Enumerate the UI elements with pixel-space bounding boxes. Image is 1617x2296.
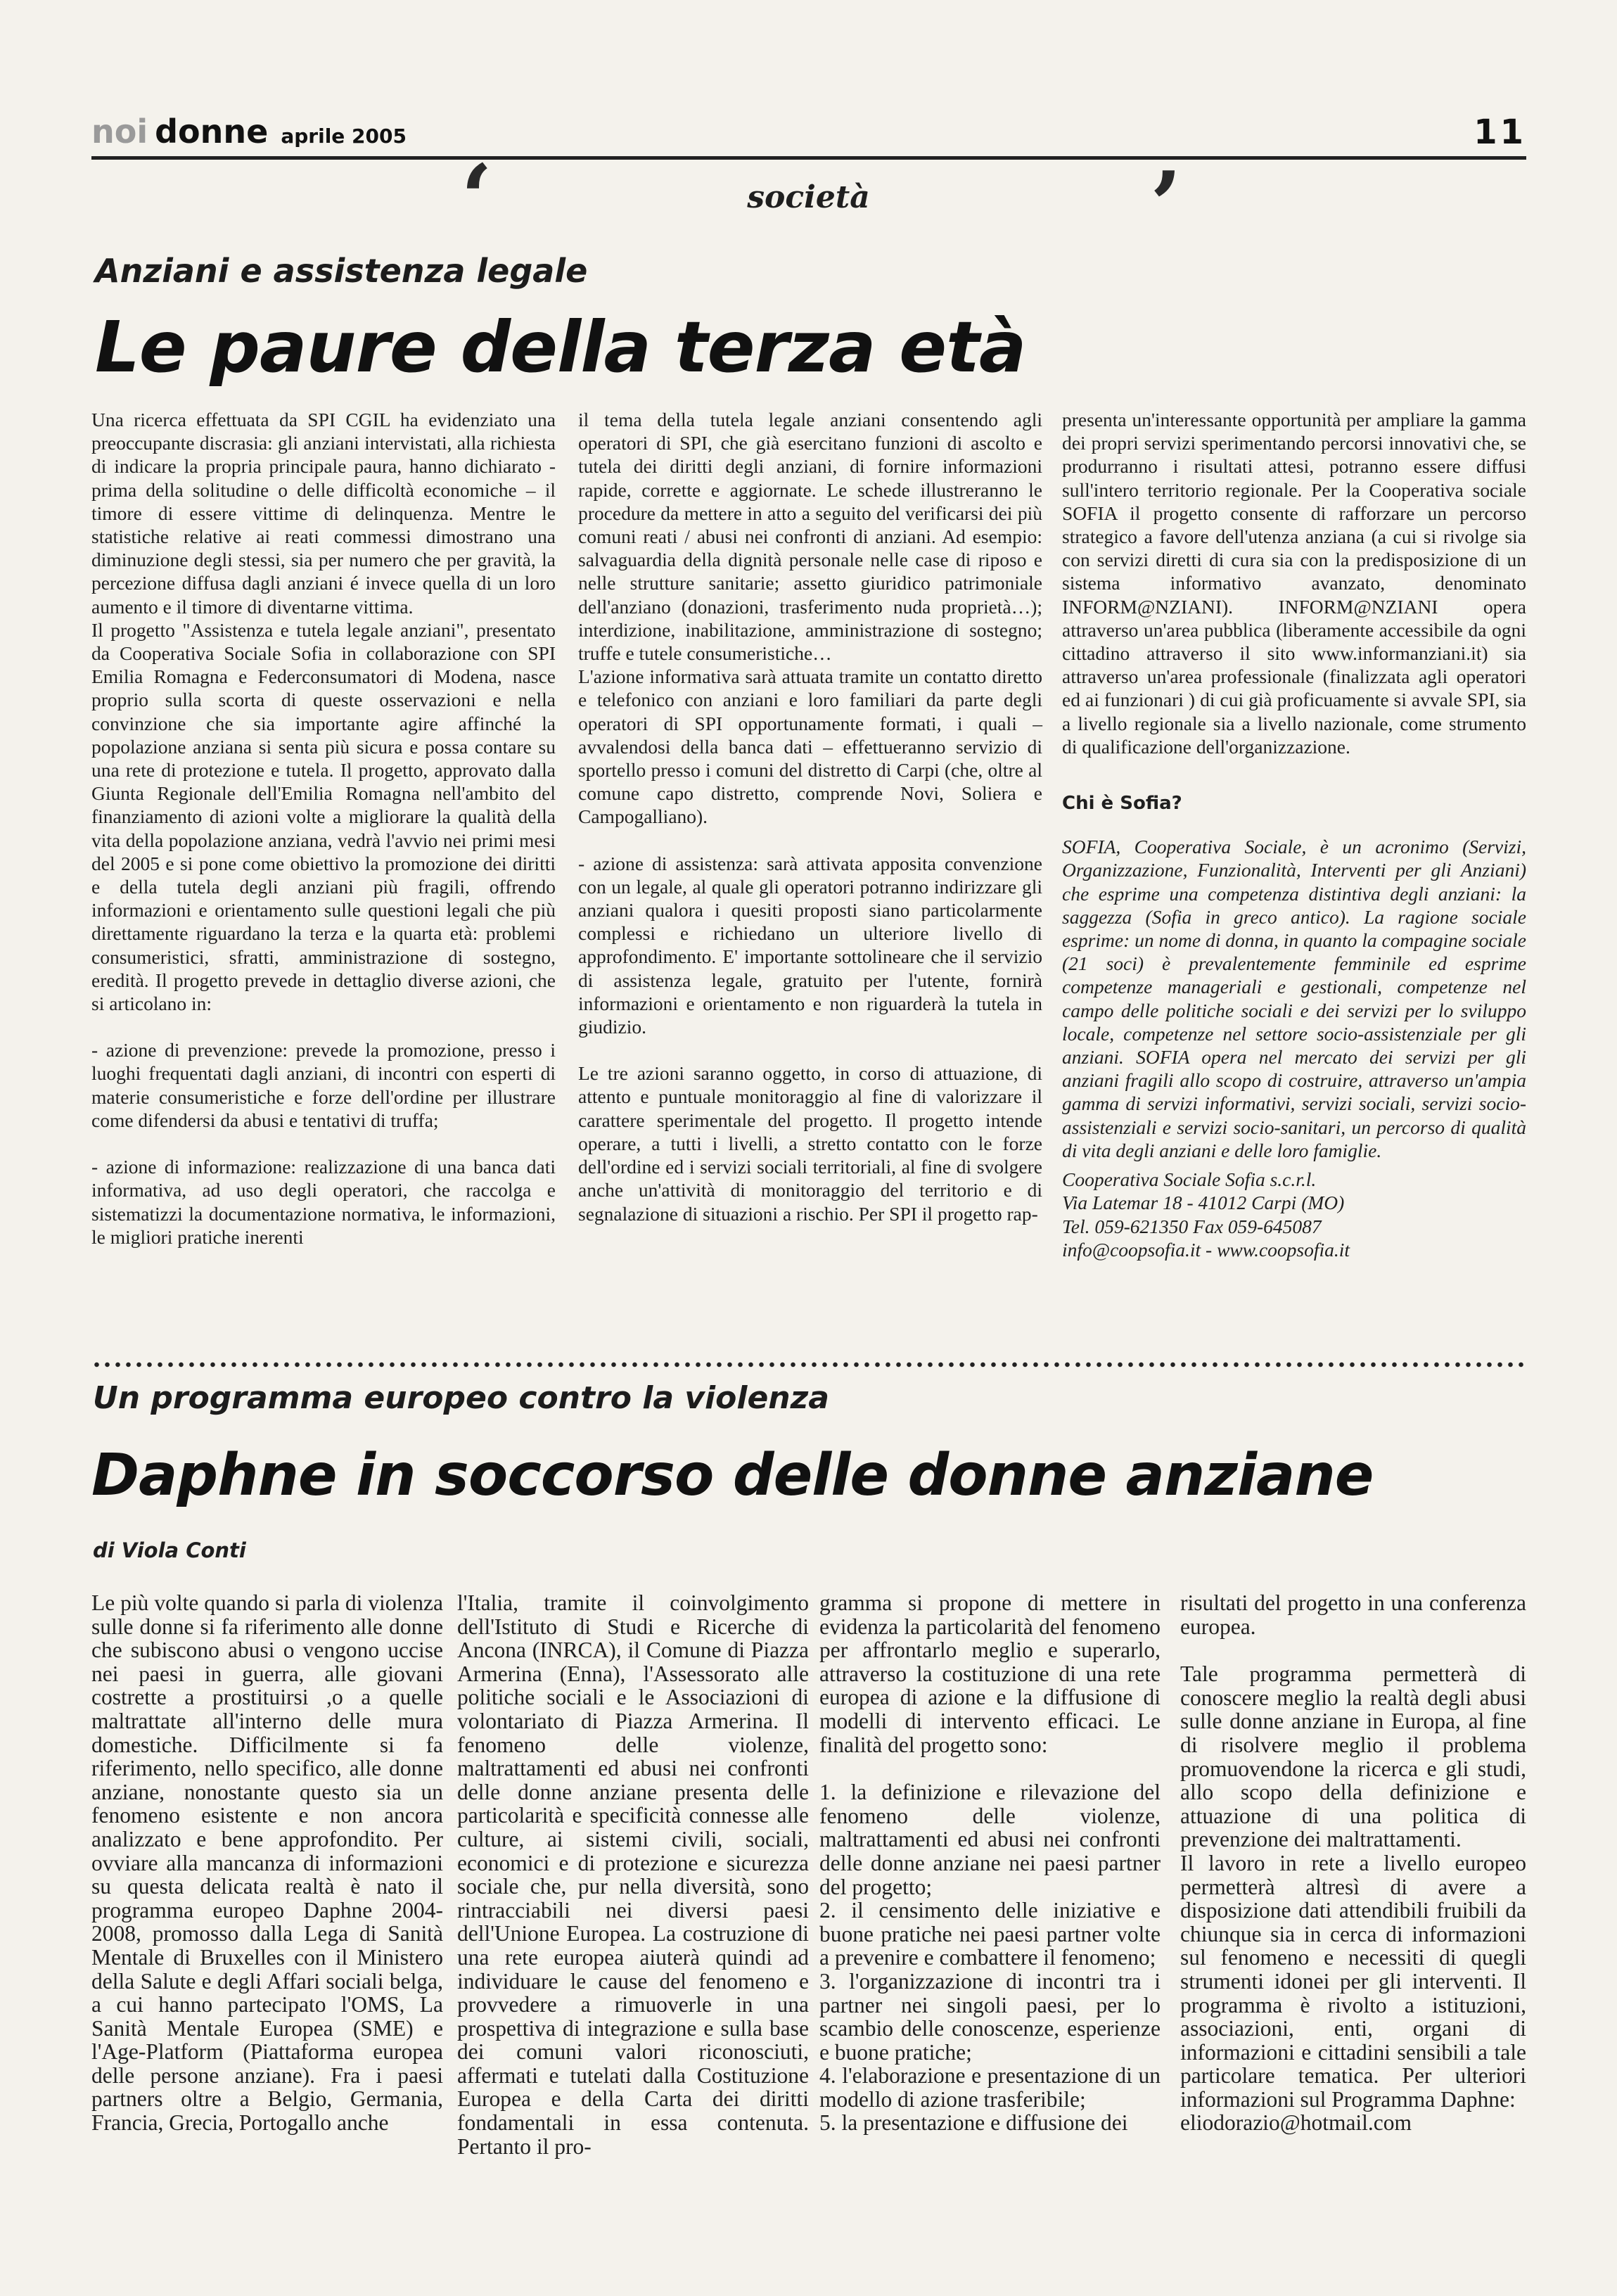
section-close-quote: ’ <box>1150 151 1182 259</box>
article2-paragraph: Le più volte quando si parla di violenza sulle donne si fa riferimento alle donne che subiscono abusi o vengono uccise nei paesi in guerra, alle giovani costrette a prostituirsi ,o a quelle maltrattate all'interno delle mura domestiche. Difficilmente si fa riferimento, nello specifico, alle donne anziane, nonostante questo sia un fenomeno esistente e non ancora analizzato e bene approfondito. Per ovviare alla mancanza di informazioni su questa delicata realtà è nato il programma europeo Daphne 2004-2008, promosso dalla Lega di Sanità Mentale di Bruxelles con il Ministero della Salute e degli Affari sociali belga, a cui hanno partecipato l'OMS, La Sanità Mentale Europea (SME) e l'Age-Platform (Piattaforma europea delle persone anziane). Fra i paesi partners oltre a Belgio, Germania, Francia, Grecia, Portogallo anche <box>91 1590 443 2136</box>
article2-list-item: 4. l'elaborazione e presentazione di un modello di azione trasferibile; <box>819 2063 1161 2112</box>
article2-paragraph: gramma si propone di mettere in evidenza la particolarità del fenomeno per affrontarlo meglio e superarlo, attraverso la costituzione di una rete europea di azione e la diffusione di modelli di intervento efficaci. Le finalità del progetto sono: <box>819 1590 1161 1757</box>
article2-paragraph: risultati del progetto in una conferenza europea. <box>1180 1590 1526 1639</box>
article1-column-2 <box>578 408 1042 1249</box>
article2-column-4 <box>1180 1591 1526 2135</box>
article2-column-3 <box>819 1591 1161 2135</box>
article1-paragraph: - azione di assistenza: sarà attivata apposita convenzione con un legale, al quale gli operatori potranno indirizzare gli anziani qualora i quesiti proposti siano particolarmente complessi e richiedano un ulteriore livello di approfondimento. E' importante sottolineare che il servizio di assistenza legale, gratuito per l'utente, fornirà informazioni e orientamento e non riguarderà la tutela in giudizio. <box>578 852 1042 1038</box>
masthead-donne: donne <box>155 113 269 151</box>
article1-paragraph: Le tre azioni saranno oggetto, in corso di attuazione, di attento e puntuale monitoraggio al fine di valorizzare il carattere sperimentale del progetto. Il progetto intende operare, a tutti i livelli, a stretto contatto con le forze dell'ordine ed i servizi sociali territoriali, al fine di svolgere anche un'attività di monitoraggio del territorio e di segnalazione di situazioni a rischio. Per SPI il progetto rap- <box>578 1062 1042 1225</box>
article2-byline: di Viola Conti <box>93 1538 246 1562</box>
article1-title: Le paure della terza età <box>95 306 1026 388</box>
article2-list-item: 5. la presentazione e diffusione dei <box>819 2110 1128 2136</box>
article1-paragraph: presenta un'interessante opportunità per ampliare la gamma dei propri servizi sperimentando percorsi innovativi che, se produrranno i risultati attesi, potranno essere diffusi sull'intero territorio regionale. Per la Cooperativa sociale SOFIA il progetto consente di rafforzare un percorso strategico a favore dell'utenza anziana (a cui si rivolge sia con servizi diretti di cura sia con la predisposizione di un sistema informativo avanzato, denominato INFORM@NZIANI). INFORM@NZIANI opera attraverso un'area pubblica (liberamente accessibile da ogni cittadino attraverso il sito www.informanziani.it) sia attraverso un'area professionale (finalizzata agli operatori ed ai funzionari ) di cui già proficuamente si avvale SPI, sia a livello regionale sia a livello nazionale, come strumento di qualificazione dell'organizzazione. <box>1062 409 1526 758</box>
section-open-quote: ‘ <box>461 144 493 252</box>
masthead-rule <box>91 156 1526 160</box>
article2-list-item: 3. l'organizzazione di incontri tra i partner nei singoli paesi, per lo scambio delle conoscenze, esperienze e buone pratiche; <box>819 1968 1161 2065</box>
article2-paragraph: l'Italia, tramite il coinvolgimento dell'Istituto di Studi e Ricerche di Ancona (INRCA), il Comune di Piazza Armerina (Enna), l'Assessorato alle politiche sociali e le Associazioni di volontariato di Piazza Armerina. Il fenomeno delle violenze, maltrattamenti ed abusi nei confronti delle donne anziane presenta delle particolarità e specificità connesse alle culture, ai sistemi civili, sociali, economici e di protezione e sicurezza sociale che, pur nella diversità, sono rintracciabili nei diversi paesi dell'Unione Europea. La costruzione di una rete europea aiuterà quindi ad individuare le cause del fenomeno e provvedere a rimuoverle in una prospettiva di integrazione e sulla base dei comuni valori riconosciuti, affermati e tutelati dalla Costituzione Europea e della Carta dei diritti fondamentali in essa contenuta. Pertanto il pro- <box>457 1590 809 2159</box>
sidebar-contact: Via Latemar 18 - 41012 Carpi (MO) <box>1062 1192 1345 1214</box>
article1-column-1 <box>91 408 556 1272</box>
contact-email-link[interactable]: eliodorazio@hotmail.com <box>1180 2110 1412 2136</box>
article1-paragraph: - azione di informazione: realizzazione di una banca dati informativa, ad uso degli operatori, che raccolga e sistematizzi la documentazione normativa, le informazioni, le migliori pratiche inerenti <box>91 1156 556 1248</box>
article1-paragraph: il tema della tutela legale anziani consentendo agli operatori di SPI, che già esercitano funzioni di ascolto e tutela dei diritti degli anziani, di fornire informazioni rapide, corrette e aggiornate. Le schede illustreranno le procedure da mettere in atto a seguito del verificarsi dei più comuni reati / abusi nei confronti di anziani. Ad esempio: salvaguardia della dignità personale nelle case di riposo e nelle strutture sanitarie; assetto giuridico patrimoniale dell'anziano (donazioni, trasferimento nuda proprietà…); interdizione, inabilitazione, amministrazione di sostegno; truffe e tutele consumeristiche… <box>578 409 1042 665</box>
article2-column-1 <box>91 1591 443 2135</box>
article1-paragraph: L'azione informativa sarà attuata tramite un contatto diretto e telefonico con anziani e loro familiari da parte degli operatori di SPI opportunamente formati, i quali – avvalendosi della banca dati – effettueranno servizio di sportello presso i comuni del distretto di Carpi (che, oltre al comune capo distretto, comprende Novi, Soliera e Campogalliano). <box>578 665 1042 828</box>
sidebar-contact-link[interactable]: info@coopsofia.it - www.coopsofia.it <box>1062 1238 1350 1261</box>
article2-paragraph: Il lavoro in rete a livello europeo permetterà altresì di avere a disposizione dati attendibili fruibili da chiunque sia in cerca di informazioni sul fenomeno e necessiti di quegli strumenti idonei per gli interventi. Il programma è rivolto a istituzioni, associazioni, enti, organi di informazioni e cittadini sensibili a tale particolare tematica. Per ulteriori informazioni sul Programma Daphne: <box>1180 1850 1526 2112</box>
article1-paragraph: Una ricerca effettuata da SPI CGIL ha evidenziato una preoccupante discrasia: gli anziani intervistati, alla richiesta di indicare la propria principale paura, hanno dichiarato - prima della solitudine o delle difficoltà economiche – il timore di essere vittime di delinquenza. Mentre le statistiche relative ai reati commessi dimostrano una diminuzione degli stessi, sia per numero che per gravità, la percezione diffusa dagli anziani é invece quella di un loro aumento e il timore di diventarne vittima. <box>91 409 556 618</box>
article2-list-item: 1. la definizione e rilevazione del fenomeno delle violenze, maltrattamenti ed abusi nei confronti delle donne anziane nei paesi partner del progetto; <box>819 1780 1161 1899</box>
dotted-separator <box>91 1361 1526 1368</box>
page-number: 11 <box>1474 113 1526 152</box>
article2-title: Daphne in soccorso delle donne anziane <box>91 1442 1374 1509</box>
issue-date: aprile 2005 <box>281 125 407 148</box>
article1-paragraph: - azione di prevenzione: prevede la promozione, presso i luoghi frequentati dagli anziani, di incontri con esperti di materie consumeristiche e forze dell'ordine per illustrare come difendersi da abusi e tentativi di truffa; <box>91 1039 556 1131</box>
article2-paragraph: Tale programma permetterà di conoscere meglio la realtà degli abusi sulle donne anziane in Europa, al fine di risolvere meglio il problema promuovendone la ricerca e gli studi, allo scopo della definizione e attuazione di una politica di prevenzione dei maltrattamenti. <box>1180 1662 1526 1852</box>
sidebar-heading: Chi è Sofia? <box>1062 793 1182 815</box>
article1-column-3 <box>1062 408 1526 1261</box>
article2-kicker: Un programma europeo contro la violenza <box>93 1380 829 1416</box>
article1-kicker: Anziani e assistenza legale <box>95 252 588 290</box>
sidebar-contact: Tel. 059-621350 Fax 059-645087 <box>1062 1215 1322 1237</box>
sidebar-body: SOFIA, Cooperativa Sociale, è un acronimo (Servizi, Organizzazione, Funzionalità, Interventi per gli Anziani) che esprime una competenza distintiva degli anziani: la saggezza (Sofia in greco antico). La ragione sociale esprime: un nome di donna, in quanto la compagine sociale (21 soci) è prevalentemente femminile ed esprime competenze manageriali e gestionali, competenze nel campo delle politiche sociali e dei servizi per lo sviluppo locale, competenze nel settore socio-assistenziale per gli anziani. SOFIA opera nel mercato dei servizi per gli anziani fragili allo scopo di costruire, attraverso un'ampia gamma di servizi informativi, servizi sociali, servizi socio-assistenziali e servizi socio-sanitari, un percorso di qualità di vita degli anziani e delle loro famiglie. <box>1062 836 1526 1161</box>
article2-column-2 <box>457 1591 809 2158</box>
section-label: società <box>747 179 870 215</box>
article1-paragraph: Il progetto "Assistenza e tutela legale anziani", presentato da Cooperativa Sociale Sofia in collaborazione con SPI Emilia Romagna e Federconsumatori di Modena, nasce proprio sulla scorta di queste osservazioni e nella convinzione che sia importante agire affinché la popolazione anziana si senta più sicura e possa contare su una rete di protezione e tutela. Il progetto, approvato dalla Giunta Regionale dell'Emilia Romagna nell'ambito del finanziamento di azioni volte a migliorare la qualità della vita della popolazione anziana, vedrà l'avvio nei primi mesi del 2005 e si pone come obiettivo la promozione dei diritti e della tutela degli anziani più fragili, offrendo informazioni e orientamento sulle questioni legali che più direttamente riguardano la terza e la quarta età: problemi consumeristici, sfratti, amministrazione di sostegno, eredità. Il progetto prevede in dettaglio diverse azioni, che si articolano in: <box>91 618 556 1015</box>
sidebar-contact: Cooperativa Sociale Sofia s.c.r.l. <box>1062 1168 1317 1191</box>
masthead <box>91 113 1526 155</box>
article2-list-item: 2. il censimento delle iniziative e buone pratiche nei paesi partner volte a prevenire e combattere il fenomeno; <box>819 1898 1161 1970</box>
masthead-noi: noi <box>91 113 148 151</box>
